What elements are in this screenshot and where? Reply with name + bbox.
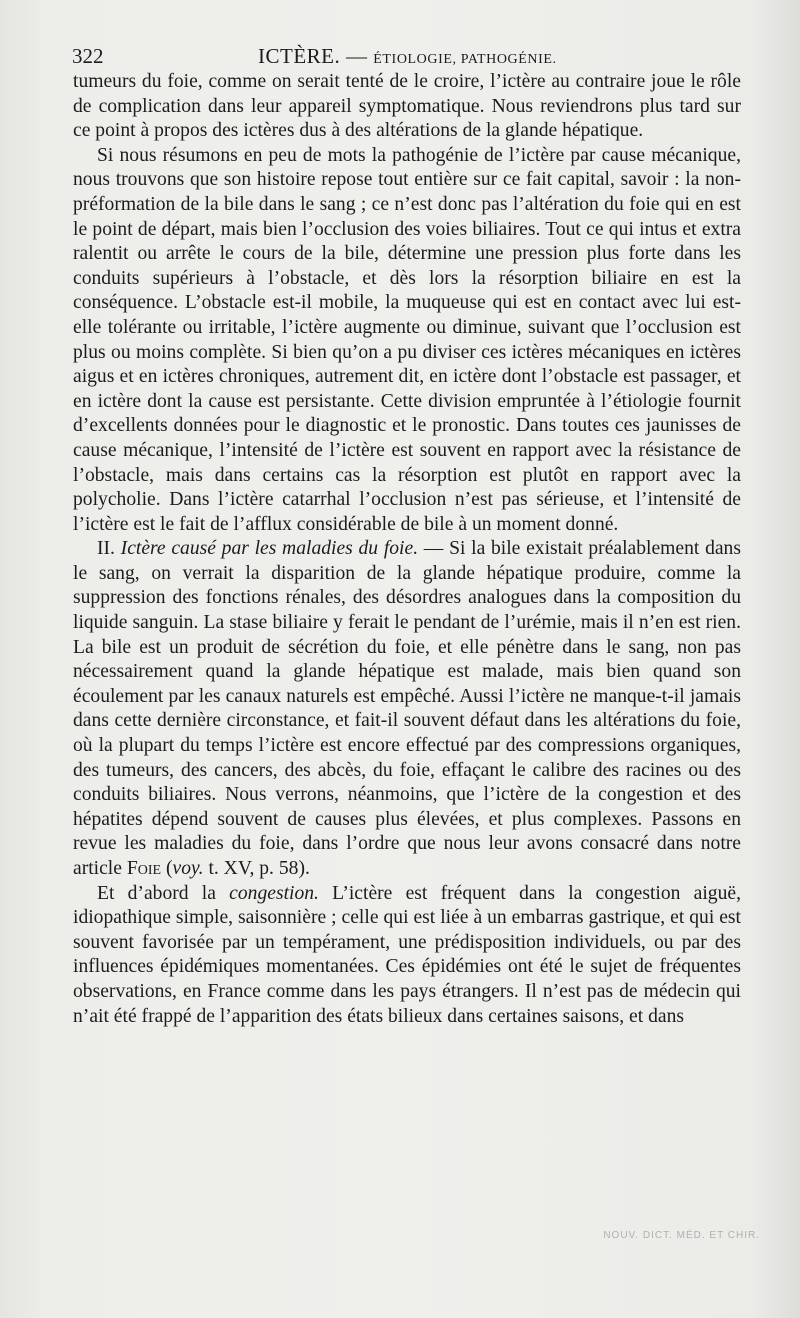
paragraph-continuation: tumeurs du foie, comme on serait tenté de le croire, l’ictère au contraire joue le rôle de complication dans leur appareil symptomatique. Nous reviendrons plus tard sur ce point à propos des ictères dus à des altérations de la glande hépatique. [73,71,741,142]
section-heading: Ictère causé par les maladies du foie. [120,538,419,560]
paragraph-congestion [73,882,741,1030]
paragraph-section-ii [73,537,741,881]
running-title [258,44,557,69]
ref-open: ( [161,858,173,879]
paragraph-pathogenie-summary: Si nous résumons en peu de mots la pathogénie de l’ictère par cause mécanique, nous trouvons que son histoire repose tout entière sur ce fait capital, savoir : la non-préformation de la bile dans le sang ; ce n’est donc pas l’altération du foie qui en est le point de départ, mais bien l’occlusion des voies biliaires. Tout ce qui intus et extra ralentit ou arrête le cours de la bile, détermine une pression plus forte dans les conduits supérieurs à l’obstacle, et dès lors la résorption biliaire en est la conséquence. L’obstacle est-il mobile, la muqueuse qui est en contact avec lui est-elle tolérante ou irritable, l’ictère augmente ou diminue, suivant que l’occlusion est plus ou moins complète. Si bien qu’on a pu diviser ces ictères mécaniques en ictères aigus et en ictères chroniques, autrement dit, en ictère dont l’obstacle est passager, et en ictère dont la cause est persistante. Cette division empruntée à l’étiologie fournit d’excellents données pour le diagnostic et le pronostic. Dans toutes ces jaunisses de cause mécanique, l’intensité de l’ictère est souvent en rapport avec la résistance de l’obstacle, mais dans certains cas la résorption est plutôt en rapport avec la polycholie. Dans l’ictère catarrhal l’occlusion n’est pas sérieuse, et l’intensité de l’ictère est le fait de l’afflux considérable de bile à un moment donné. [73,144,741,535]
text-body [73,70,741,1029]
page-number: 322 [72,44,104,68]
running-title-main: ICTÈRE. [258,44,341,68]
ref-volume: t. XV, p. 58). [203,858,310,879]
running-header [72,44,744,72]
section-number: II. [97,538,115,560]
congestion-term: congestion. [229,882,319,904]
running-title-sub: ÉTIOLOGIE, PATHOGÉNIE. [373,52,557,67]
section-ii-text: — Si la bile existait préalablement dans le sang, on verrait la disparition de la glande hépatique produire, comme la suppression des fonctions rénales, des désordres analogues dans la composition du liquide sanguin. La stase biliaire y ferait le pendant de l’urémie, mais il n’en est rien. La bile est un produit de sécrétion du foie, et elle pénètre dans le sang, non pas nécessairement quand la glande hépatique est malade, mais bien quand son écoulement par les canaux naturels est empêché. Aussi l’ictère ne manque-t-il jamais dans cette dernière circonstance, et fait-il souvent défaut dans les altérations du foie, où la plupart du temps l’ictère est encore effectué par des compressions organiques, des tumeurs, des cancers, des abcès, du foie, effaçant le calibre des racines ou des conduits biliaires. Nous verrons, néanmoins, que l’ictère de la congestion et des hépatites dépend souvent de causes plus élevées, et plus complexes. Passons en revue les maladies du foie, dans l’ordre que nous leur avons consacré dans notre article [73,538,741,879]
congestion-intro: Et d’abord la [97,882,230,904]
imprint-bleed: NOUV. DICT. MÉD. ET CHIR. [603,1230,760,1241]
cross-reference-foie: Foie [126,858,162,879]
ref-voy: voy. [172,858,204,879]
congestion-text: L’ictère est fréquent dans la congestion aiguë, idiopathique simple, saisonnière ; celle qui est liée à un embarras gastrique, et qui est souvent favorisée par un tempérament, une prédisposition individuels, ou par des influences épidémiques momentanées. Ces épidémies ont été le sujet de fréquentes observations, en France comme dans les pays étrangers. Il n’est pas de médecin qui n’ait été frappé de l’apparition des états bilieux dans certaines saisons, et dans [73,882,741,1027]
running-title-separator: — [340,44,374,68]
